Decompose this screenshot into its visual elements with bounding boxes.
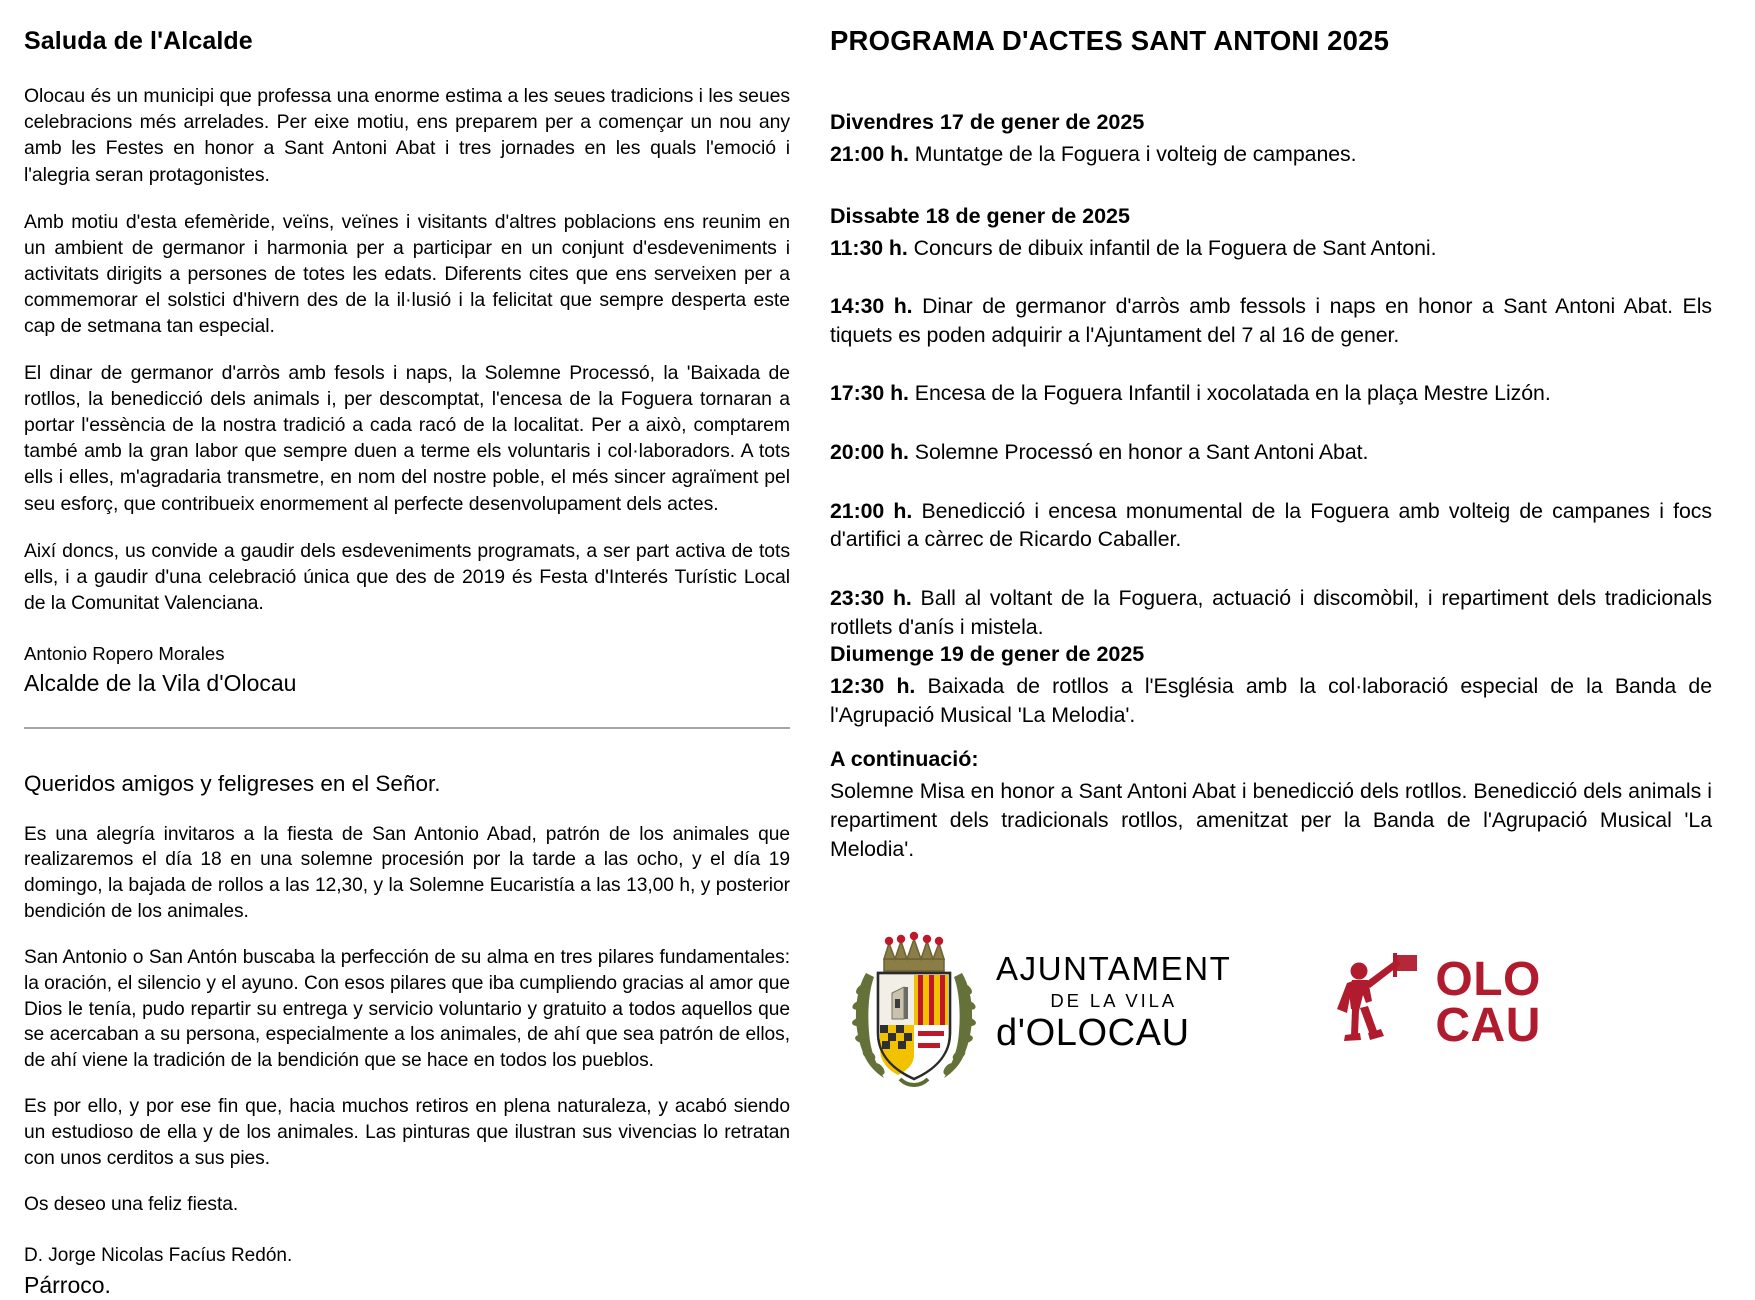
right-column (812, 18, 1712, 1240)
olocau-wordmark (1435, 952, 1541, 1052)
event-item (830, 584, 1712, 641)
event-item (830, 497, 1712, 554)
priest-signature (24, 1244, 790, 1300)
priest-paragraph-3: Es por ello, y por ese fin que, hacia muchos retiros en plena naturaleza, y acabó siendo un estudioso de ella y de los animales. Las pinturas que ilustran sus vivencias lo retratan con unos cerditos a sus pies. (24, 1096, 790, 1169)
mayor-paragraph-3: El dinar de germanor d'arròs amb fesols i naps, la Solemne Processó, la 'Baixada de rotllos, la benedicció dels animals i, per descomptat, l'encesa de la Foguera tornaran a portar l'essència de la nostra tradició a cada racó de la localitat. Per a això, comptarem també amb la gran labor que sempre duen a terme els voluntaris i col·laboradors. A tots ells i elles, m'agradaria transmetre, en nom del nostre poble, el més sincer agraïment pel seu esforç, que contribueix enormement al perfecte desenvolupament dels actes. (24, 362, 790, 515)
mayor-role: Alcalde de la Vila d'Olocau (24, 670, 297, 697)
event-text: Encesa de la Foguera Infantil i xocolatada en la plaça Mestre Lizón. (908, 381, 1551, 406)
event-item (830, 140, 1712, 169)
event-item (830, 672, 1712, 729)
event-text: Benedicció i encesa monumental de la Foguera amb volteig de campanes i focs d'artifici a càrrec de Ricardo Caballer. (830, 498, 1712, 552)
event-text: Ball al voltant de la Foguera, actuació i discomòbil, i repartiment dels tradicionals rotllets d'anís i mistela. (830, 586, 1712, 639)
section-divider (24, 727, 790, 729)
ajuntament-line-1: AJUNTAMENT (996, 949, 1232, 987)
day-heading: Divendres 17 de gener de 2025 (830, 110, 1145, 134)
ajuntament-line-3: d'OLOCAU (996, 1012, 1190, 1055)
event-item (830, 379, 1712, 408)
event-item (830, 438, 1712, 467)
priest-greeting: Queridos amigos y feligreses en el Señor. (24, 770, 441, 796)
event-time: 23:30 h. (830, 586, 912, 610)
event-time: 14:30 h. (830, 294, 913, 319)
day-block-friday (830, 109, 1712, 169)
coat-of-arms-icon (848, 915, 980, 1090)
event-item (830, 234, 1712, 263)
mayor-paragraph-2: Amb motiu d'esta efemèride, veïns, veïnes i visitants d'altres poblacions ens reunim en un ambient de germanor i harmonia per a participar en un conjunt d'esdeveniments i activitats dirigits a persones de totes les edats. Diferents cites que ens serveixen per a commemorar el solstici d'hivern des de la il·lusió i la felicitat que sempre desperta este cap de setmana tan especial. (24, 210, 790, 337)
olocau-line-1: OLO (1435, 952, 1541, 1006)
olocau-logo (1325, 951, 1541, 1055)
mayor-paragraph-1: Olocau és un municipi que professa una enorme estima a les seues tradicions i les seues celebracions més arrelades. Per eixe motiu, ens preparem per a començar un nou any amb les Festes en honor a Sant Antoni Abat i tres jornades en les quals l'emoció i l'alegria seran protagonistes. (24, 85, 790, 186)
event-text: Dinar de germanor d'arròs amb fessols i naps en honor a Sant Antoni Abat. Els tiquets es poden adquirir a l'Ajuntament del 7 al 16 de gener. (830, 294, 1712, 347)
olocau-line-2: CAU (1435, 998, 1541, 1052)
program-title: PROGRAMA D'ACTES SANT ANTONI 2025 (830, 25, 1390, 56)
event-text: Baixada de rotllos a l'Església amb la col·laboració especial de la Banda de l'Agrupació Musical 'La Melodia'. (830, 674, 1712, 727)
priest-paragraph-2: San Antonio o San Antón buscaba la perfección de su alma en tres pilares fundamentales: la oración, el silencio y el ayuno. Con esos pilares que iba cumpliendo gracias al amor que Dios le tenía, pudo repartir su entrega y servicio voluntario y gratuito a todos aquellos que se acercaban a su persona, especialmente a los animales, de ahí que sea patrón de ellos, de ahí viene la tradición de la bendición que se hace en todos los pueblos. (24, 947, 790, 1071)
event-time: 12:30 h. (830, 674, 916, 699)
priest-name: D. Jorge Nicolas Facíus Redón. (24, 1244, 293, 1266)
mayor-paragraph-4: Així doncs, us convide a gaudir dels esdeveniments programats, a ser part activa de tots ells, i a gaudir d'una celebració única que des de 2019 és Festa d'Interés Turístic Local de la Comunitat Valenciana. (24, 539, 790, 614)
day-heading: Diumenge 19 de gener de 2025 (830, 642, 1145, 667)
event-text: Concurs de dibuix infantil de la Foguera de Sant Antoni. (907, 235, 1437, 260)
event-time: 17:30 h. (830, 381, 909, 406)
left-column (22, 18, 812, 1298)
event-text: Solemne Processó en honor a Sant Antoni Abat. (908, 440, 1369, 465)
continuation-body: Solemne Misa en honor a Sant Antoni Abat i benedicció dels rotllos. Benedicció dels animals i repartiment dels tradicionals rotllos, amenitzat per la Banda de l'Agrupació Musical 'La Melodia'. (830, 779, 1712, 861)
logo-row (830, 915, 1712, 1090)
event-item (830, 292, 1712, 349)
event-time: 21:00 h. (830, 141, 909, 166)
day-spacer (830, 169, 1712, 203)
event-time: 21:00 h. (830, 498, 913, 523)
priest-paragraph-1: Es una alegría invitaros a la fiesta de San Antonio Abad, patrón de los animales que realizaremos el día 18 en una solemne procesión por la tarde a las ocho, y el día 19 domingo, la bajada de rollos a las 12,30, y la Solemne Eucaristía a las 13,00 h, y posterior bendición de los animales. (24, 823, 790, 922)
day-block-saturday (830, 203, 1712, 642)
moorish-figure-icon (1325, 951, 1421, 1055)
event-time: 20:00 h. (830, 440, 909, 465)
day-heading: Dissabte 18 de gener de 2025 (830, 203, 1130, 228)
continuation-heading: A continuació: (830, 746, 979, 771)
salute-title: Saluda de l'Alcalde (24, 27, 253, 55)
ajuntament-wordmark (996, 949, 1232, 1055)
continuation-block (830, 746, 1712, 864)
priest-paragraph-4: Os deseo una feliz fiesta. (24, 1194, 239, 1216)
mayor-name: Antonio Ropero Morales (24, 642, 225, 664)
event-text: Muntatge de la Foguera i volteig de campanes. (908, 141, 1357, 166)
mayor-signature (24, 642, 790, 699)
ajuntament-logo (848, 915, 1231, 1090)
ajuntament-line-2: DE LA VILA (1050, 989, 1178, 1011)
event-time: 11:30 h. (830, 235, 908, 260)
day-block-sunday (830, 641, 1712, 729)
priest-role: Párroco. (24, 1271, 111, 1298)
continuation-spacer (830, 730, 1712, 746)
